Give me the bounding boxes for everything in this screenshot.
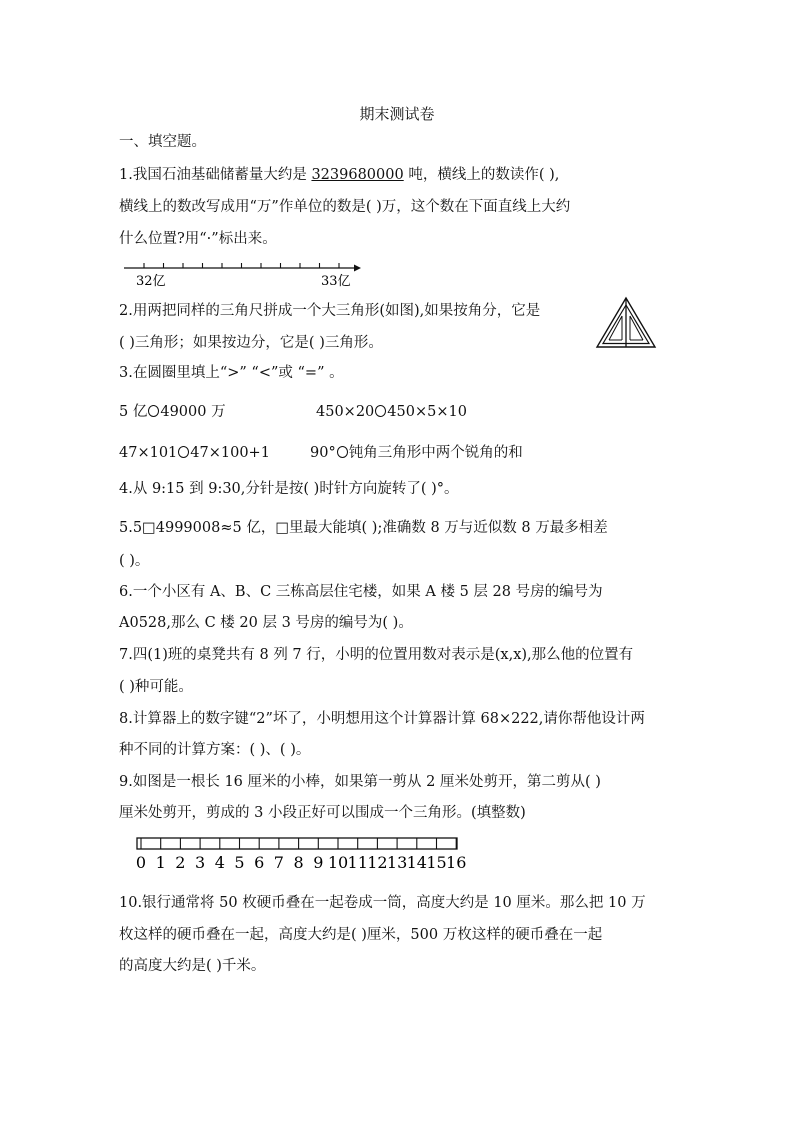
compare-a-right: 49000 万 [160, 404, 226, 420]
ruler-label: 6 [254, 853, 265, 872]
ruler-label: 3 [195, 853, 206, 872]
question-3-line-1: 3.在圆圈里填上“>” “<”或 “=” 。 [119, 365, 344, 381]
compare-d [310, 443, 523, 463]
question-2-line-2: ( )三角形；如果按边分，它是( )三角形。 [119, 335, 383, 351]
ruler-label: 1 [155, 853, 166, 872]
question-1-line-3: 什么位置?用“·”标出来。 [119, 231, 277, 247]
section-heading: 一、填空题。 [119, 134, 206, 150]
question-2-line-1: 2.用两把同样的三角尺拼成一个大三角形(如图),如果按角分，它是 [119, 303, 541, 319]
compare-b-left: 450×20 [316, 404, 375, 420]
question-10-line-3: 的高度大约是( )千米。 [119, 958, 266, 974]
question-9-line-2: 厘米处剪开，剪成的 3 小段正好可以围成一个三角形。(填整数) [119, 805, 526, 821]
ruler-label: 14 [406, 853, 427, 872]
ruler-label: 15 [426, 853, 447, 872]
compare-b-right: 450×5×10 [387, 404, 467, 420]
ruler-label: 10 [327, 853, 349, 872]
compare-c-left: 47×101 [119, 445, 178, 461]
question-5-line-2: ( )。 [119, 553, 150, 569]
compare-c-right: 47×100+1 [190, 445, 270, 461]
number-line-right-label: 33亿 [321, 274, 351, 289]
triangle-figure [595, 296, 657, 350]
ruler-label: 4 [214, 853, 225, 872]
question-1-line-1 [119, 165, 559, 185]
compare-circle-b[interactable] [375, 405, 386, 417]
question-5-line-1: 5.5□4999008≈5 亿，□里最大能填( );准确数 8 万与近似数 8 万最多相差 [119, 520, 608, 536]
question-9-line-1: 9.如图是一根长 16 厘米的小棒，如果第一剪从 2 厘米处剪开，第二剪从( ) [119, 774, 601, 790]
question-7-line-1: 7.四(1)班的桌凳共有 8 列 7 行，小明的位置用数对表示是(x,x),那么他的位置有 [119, 647, 634, 663]
number-line-left-label: 32亿 [136, 274, 166, 289]
number-line [120, 258, 370, 292]
ruler-label: 5 [234, 853, 245, 872]
compare-a [119, 402, 226, 422]
question-10-line-1: 10.银行通常将 50 枚硬币叠在一起卷成一筒，高度大约是 10 厘米。那么把 10 万 [119, 895, 646, 911]
question-6-line-1: 6.一个小区有 A、B、C 三栋高层住宅楼，如果 A 楼 5 层 28 号房的编号为 [119, 584, 603, 600]
question-10-line-2: 枚这样的硬币叠在一起，高度大约是( )厘米，500 万枚这样的硬币叠在一起 [119, 927, 603, 943]
ruler-label: 16 [446, 853, 467, 872]
question-8-line-1: 8.计算器上的数字键“2”坏了，小明想用这个计算器计算 68×222,请你帮他设计两 [119, 711, 645, 727]
compare-d-left: 90° [310, 445, 336, 461]
ruler-label: 0 [135, 853, 147, 872]
page-title: 期末测试卷 [359, 105, 435, 123]
ruler-label: 13 [386, 853, 408, 872]
question-6-line-2: A0528,那么 C 楼 20 层 3 号房的编号为( )。 [119, 615, 413, 631]
compare-b [316, 402, 467, 422]
ruler [133, 836, 467, 878]
compare-circle-c[interactable] [178, 446, 189, 458]
ruler-label: 11 [347, 853, 368, 872]
question-1-line-2: 横线上的数改写成用“万”作单位的数是( )万，这个数在下面直线上大约 [119, 199, 571, 215]
ruler-label: 2 [175, 853, 186, 872]
q1-number: 3239680000 [311, 167, 404, 183]
ruler-label: 8 [293, 853, 304, 872]
question-7-line-2: ( )种可能。 [119, 679, 193, 695]
ruler-label: 7 [273, 853, 284, 872]
compare-d-right: 钝角三角形中两个锐角的和 [348, 445, 523, 461]
q1-pre: 1.我国石油基础储蓄量大约是 [119, 167, 312, 183]
ruler-label: 9 [313, 853, 324, 872]
ruler-label: 12 [367, 853, 388, 872]
question-4: 4.从 9:15 到 9:30,分针是按( )时针方向旋转了( )°。 [119, 481, 459, 497]
compare-a-left: 5 亿 [119, 404, 148, 420]
compare-c [119, 443, 270, 463]
compare-circle-d[interactable] [337, 446, 348, 458]
compare-circle-a[interactable] [148, 405, 159, 417]
question-8-line-2: 种不同的计算方案：( )、( )。 [119, 742, 311, 758]
q1-post: 吨，横线上的数读作( ), [403, 167, 560, 183]
